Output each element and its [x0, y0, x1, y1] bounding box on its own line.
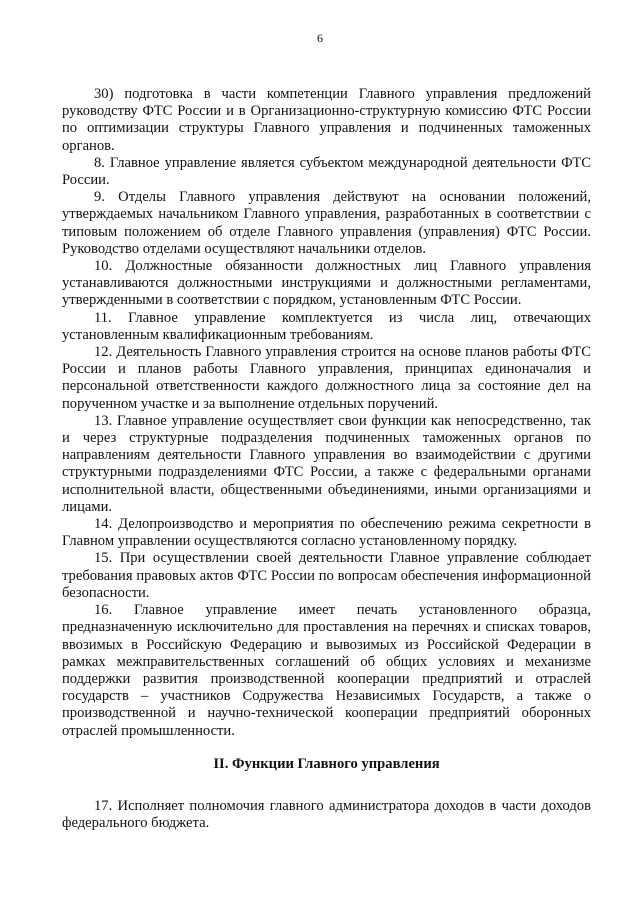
- paragraph-13: 13. Главное управление осуществляет свои функции как непосредственно, так и через структурные подразделения подчиненных таможенных органов по направлениям деятельности Главного управления во взаимодействии с другими структурными подразделениями ФТС России, а также с федеральными органами исполнительной власти, общественными объединениями, иными организациями и лицами.: [62, 412, 591, 515]
- paragraph-16: 16. Главное управление имеет печать установленного образца, предназначенную исключительно для проставления на перечнях и списках товаров, ввозимых в Российскую Федерацию и вывозимых из Российской Федерации в рамках межправительственных соглашений об общих условиях и механизме поддержки развития производственной кооперации предприятий и отраслей государств – участников Содружества Независимых Государств, а также о производственной и научно-технической кооперации предприятий оборонных отраслей промышленности.: [62, 602, 591, 739]
- paragraph-8: 8. Главное управление является субъектом международной деятельности ФТС России.: [62, 154, 591, 189]
- paragraph-17: 17. Исполняет полномочия главного администратора доходов в части доходов федерального бюджета.: [62, 797, 591, 832]
- paragraph-15: 15. При осуществлении своей деятельности Главное управление соблюдает требования правовых актов ФТС России по вопросам обеспечения информационной безопасности.: [62, 550, 591, 601]
- paragraph-12: 12. Деятельность Главного управления строится на основе планов работы ФТС России и планов работы Главного управления, принципах единоначалия и персональной ответственности каждого должностного лица за состояние дел на порученном участке и за выполнение отдельных поручений.: [62, 344, 591, 412]
- paragraph-14: 14. Делопроизводство и мероприятия по обеспечению режима секретности в Главном управлении осуществляются согласно установленному порядку.: [62, 516, 591, 550]
- paragraph-item-30: 30) подготовка в части компетенции Главного управления предложений руководству ФТС России и в Организационно-структурную комиссию ФТС России по оптимизации структуры Главного управления и подчиненных таможенных органов.: [62, 86, 591, 154]
- document-body: [62, 86, 591, 832]
- section-heading: II. Функции Главного управления: [213, 755, 440, 772]
- paragraph-9: 9. Отделы Главного управления действуют на основании положений, утверждаемых начальником Главного управления, разработанных в соответствии с типовым положением об отделе Главного управления (управления) ФТС России. Руководство отделами осуществляют начальники отделов.: [62, 189, 591, 257]
- paragraph-11: 11. Главное управление комплектуется из числа лиц, отвечающих установленным квалификационным требованиям.: [62, 309, 591, 343]
- page-number: 6: [317, 31, 323, 45]
- paragraph-10: 10. Должностные обязанности должностных лиц Главного управления устанавливаются должностными инструкциями и должностными регламентами, утвержденными в соответствии с порядком, установленным ФТС России.: [62, 258, 591, 309]
